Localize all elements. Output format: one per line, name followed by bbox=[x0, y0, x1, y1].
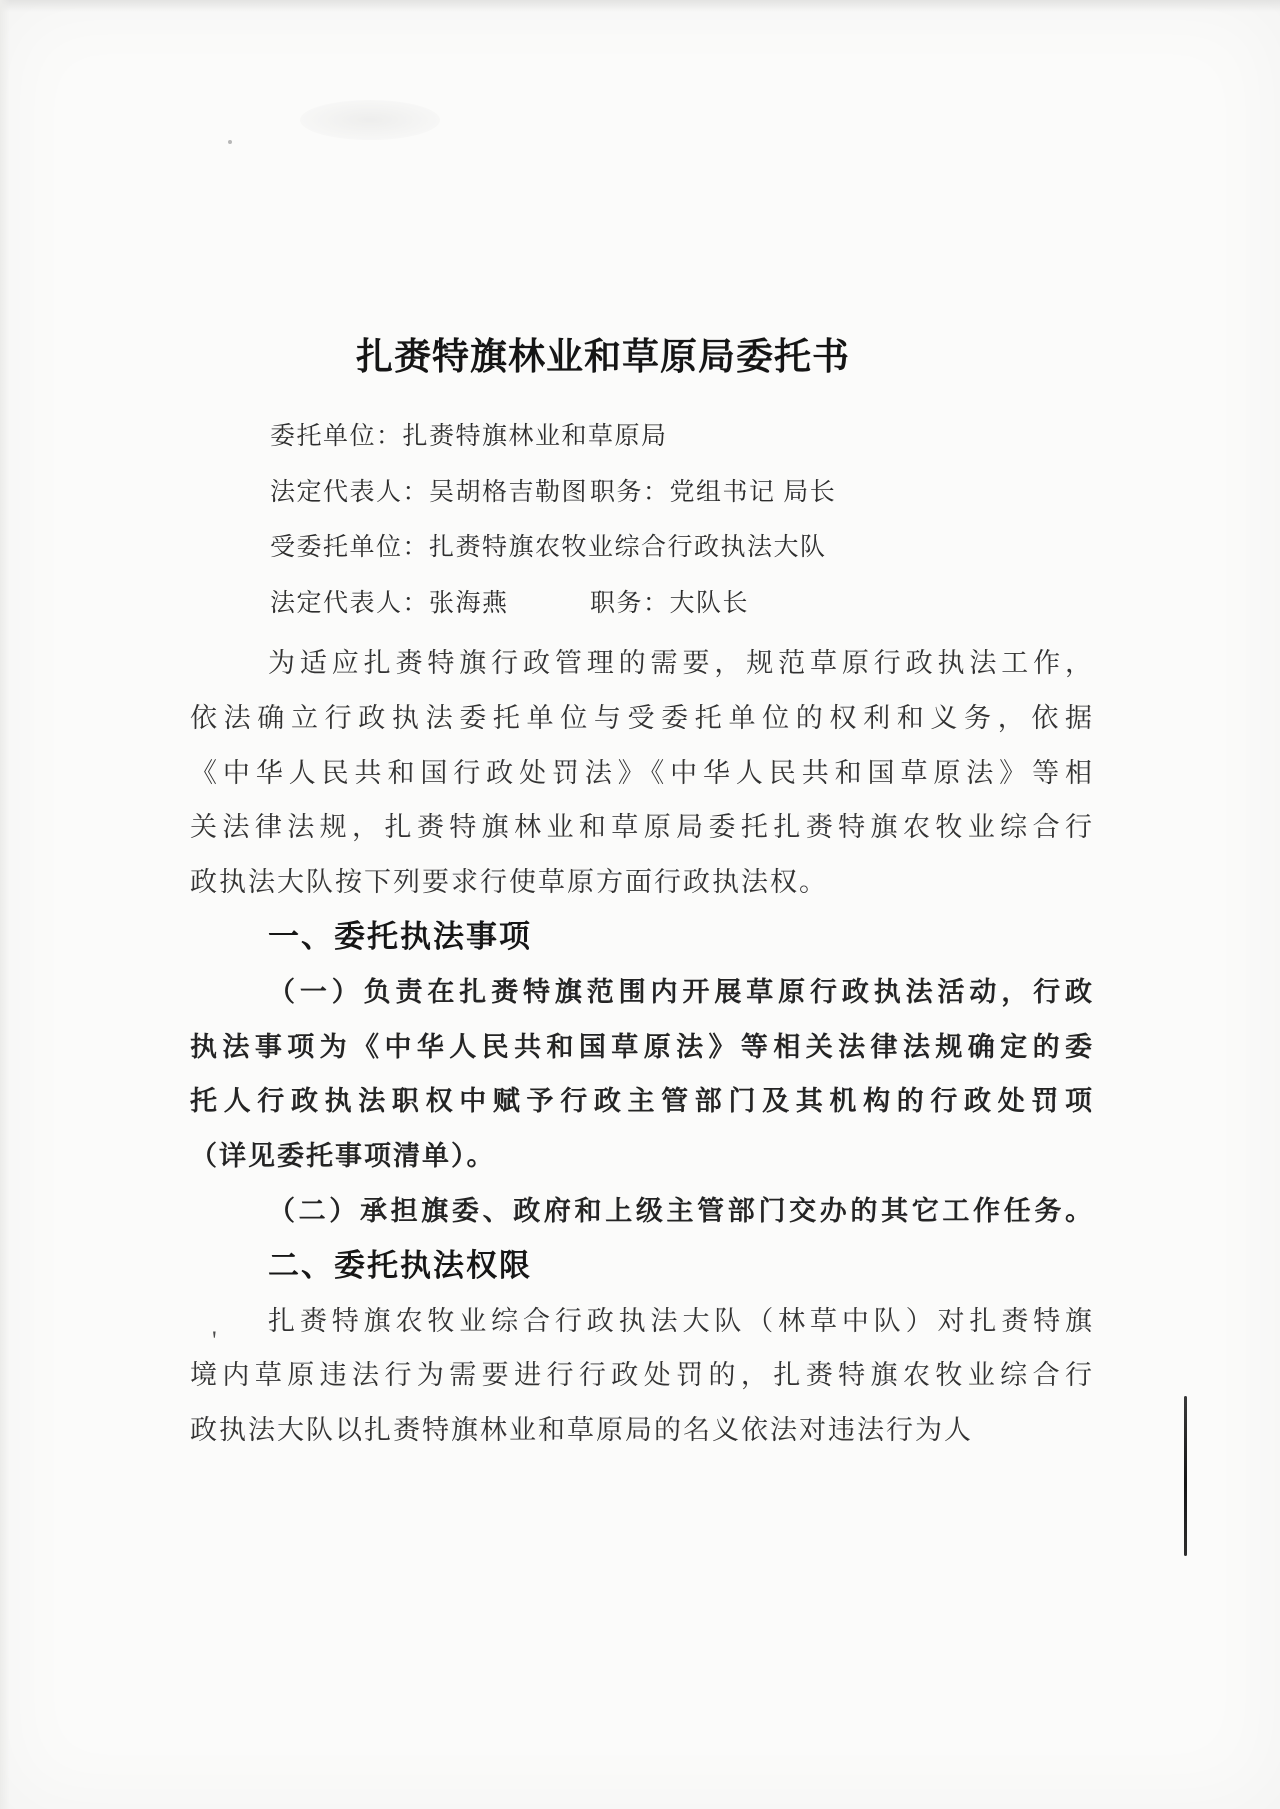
section-heading: 二、委托执法权限 bbox=[268, 1247, 532, 1284]
meta-line bbox=[270, 409, 1090, 465]
body-line: （详见委托事项清单）。 bbox=[190, 1141, 496, 1172]
scan-edge-shade-left bbox=[0, 0, 10, 1809]
section-heading: 一、委托执法事项 bbox=[268, 918, 532, 955]
meta-line bbox=[270, 520, 1090, 576]
body-line: 依法确立行政执法委托单位与受委托单位的权利和义务，依据 bbox=[190, 702, 1092, 733]
meta-line-text: 法定代表人：吴胡格吉勒图 bbox=[270, 478, 589, 506]
meta-line-right-text: 职务：党组书记 局长 bbox=[590, 478, 837, 506]
body-line: 托人行政执法职权中赋予行政主管部门及其机构的行政处罚项 bbox=[190, 1086, 1092, 1117]
meta-block bbox=[270, 409, 1090, 631]
meta-line bbox=[270, 576, 1090, 632]
scan-line-artifact bbox=[1184, 1396, 1187, 1556]
meta-line-text: 受委托单位：扎赉特旗农牧业综合行政执法大队 bbox=[270, 534, 827, 561]
body-line: 为适应扎赉特旗行政管理的需要，规范草原行政执法工作， bbox=[268, 648, 1092, 678]
scan-smudge bbox=[300, 100, 440, 140]
document-title: 扎赉特旗林业和草原局委托书 bbox=[356, 335, 850, 378]
body-line: 执法事项为《中华人民共和国草原法》等相关法律法规确定的委 bbox=[190, 1031, 1092, 1062]
scan-edge-shade-top bbox=[0, 0, 1280, 12]
body-line: 境内草原违法行为需要进行行政处罚的，扎赉特旗农牧业综合行 bbox=[190, 1360, 1092, 1391]
body-block bbox=[190, 636, 1092, 1458]
body-line: 《中华人民共和国行政处罚法》《中华人民共和国草原法》等相 bbox=[190, 757, 1092, 788]
scan-dot bbox=[228, 140, 232, 144]
scan-mark: ' bbox=[212, 1326, 217, 1355]
body-line: （一）负责在扎赉特旗范围内开展草原行政执法活动，行政 bbox=[268, 976, 1092, 1007]
meta-line-right-text: 职务：大队长 bbox=[590, 589, 750, 617]
meta-line bbox=[270, 465, 1090, 521]
body-line: （二）承担旗委、政府和上级主管部门交办的其它工作任务。 bbox=[268, 1195, 1092, 1226]
body-line: 扎赉特旗农牧业综合行政执法大队（林草中队）对扎赉特旗 bbox=[268, 1305, 1092, 1336]
body-line: 政执法大队以扎赉特旗林业和草原局的名义依法对违法行为人 bbox=[190, 1415, 973, 1446]
meta-line-text: 委托单位：扎赉特旗林业和草原局 bbox=[270, 423, 668, 450]
body-line: 政执法大队按下列要求行使草原方面行政执法权。 bbox=[190, 867, 828, 898]
body-line: 关法律法规，扎赉特旗林业和草原局委托扎赉特旗农牧业综合行 bbox=[190, 812, 1092, 843]
meta-line-text: 法定代表人：张海燕 bbox=[270, 589, 509, 617]
